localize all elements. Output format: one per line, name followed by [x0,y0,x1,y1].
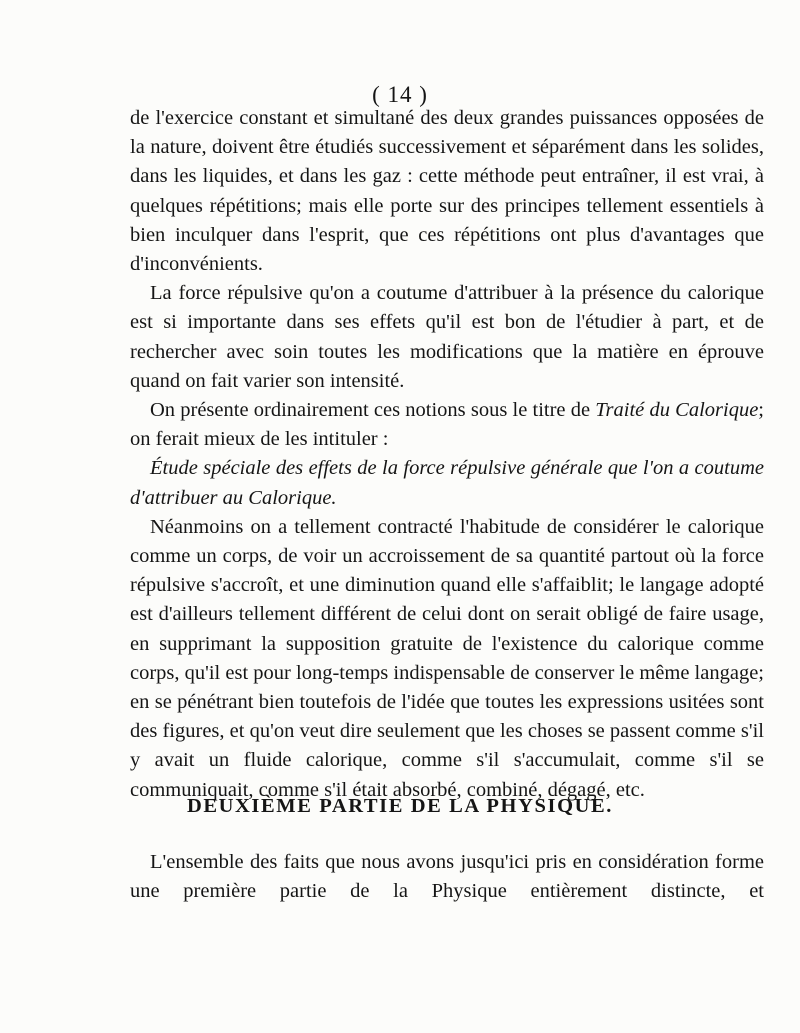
main-text-block [130,104,764,805]
paragraph-5: Néanmoins on a tellement contracté l'habitude de considérer le calorique comme un corps, de voir un accroissement de sa quantité partout où la force répulsive s'accroît, et une diminution quand elle s'affaiblit; le langage adopté est d'ailleurs tellement différent de celui dont on serait obligé de faire usage, en supprimant la supposition gratuite de l'existence du calorique comme corps, qu'il est pour long-temps indispensable de conserver le même langage; en se pénétrant bien toutefois de l'idée que toutes les expressions usitées sont des figures, et qu'on veut dire seulement que les choses se passent comme s'il y avait un fluide calorique, comme s'il s'accumulait, comme s'il se communiquait, comme s'il était absorbé, combiné, dégagé, etc. [130,515,764,801]
paragraph-1: de l'exercice constant et simultané des deux grandes puissances opposées de la nature, doivent être étudiés successivement et séparément dans les solides, dans les liquides, et dans les gaz : cette méthode peut entraîner, il est vrai, à quelques répétitions; mais elle porte sur des principes tellement essentiels à bien inculquer dans l'esprit, que ces répétitions ont plus d'avantages que d'inconvénients. [130,107,764,276]
paragraph-3 [130,396,764,454]
paragraph-2: La force répulsive qu'on a coutume d'attribuer à la présence du calorique est si importante dans ses effets qu'il est bon de l'étudier à part, et de rechercher avec soin toutes les modifications que la matière en éprouve quand on fait varier son intensité. [130,282,764,392]
section-text-block [130,848,764,906]
paragraph-3-prefix: On présente ordinairement ces notions sous le titre de [150,399,596,422]
paragraph-4: Étude spéciale des effets de la force répulsive générale que l'on a coutume d'attribuer au Calorique. [130,457,764,509]
paragraph-3-title: Traité du Calorique [595,399,759,422]
paragraph-3-suffix: ; on ferait mieux de les intituler : [130,399,764,451]
page-number: ( 14 ) [372,82,428,107]
section-title: DEUXIÈME PARTIE DE LA PHYSIQUE. [186,795,614,817]
section-paragraph-1: L'ensemble des faits que nous avons jusqu'ici pris en considération forme une première partie de la Physique entièrement distincte, et [130,851,764,903]
